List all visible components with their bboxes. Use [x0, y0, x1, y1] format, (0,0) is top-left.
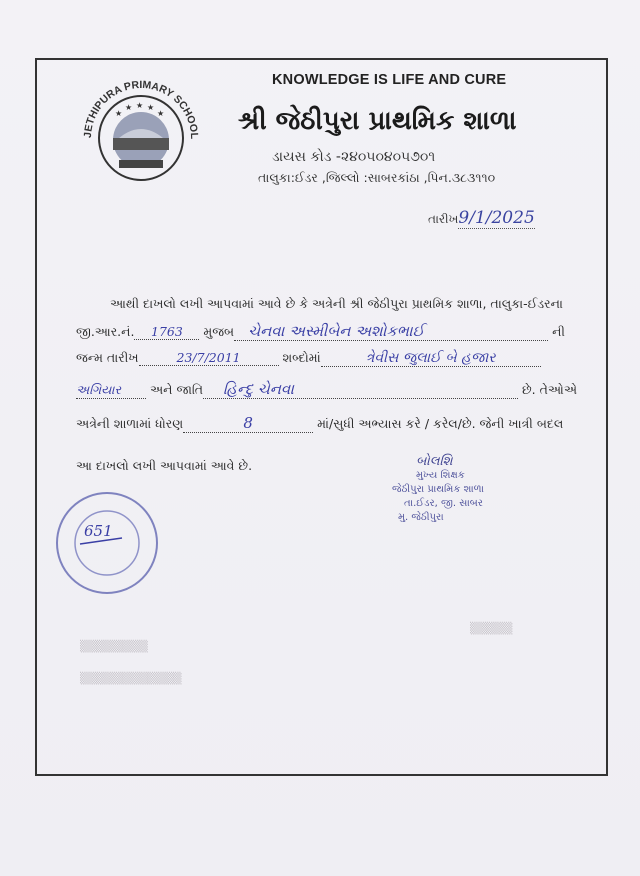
std-row: [76, 414, 563, 433]
dise-code: ડાયસ કોડ -૨૪૦૫૦૪૦૫૭૦૧: [272, 149, 436, 165]
date-row: [428, 208, 535, 229]
stamp-line: મુ. જેઠીપુરા: [398, 512, 444, 523]
intro-line: આથી દાખલો લખી આપવામાં આવે છે કે અત્રેની શ્રી જેઠીપુરા પ્રાથમિક શાળા, તાલુકા-ઈડરના: [110, 296, 563, 311]
stamp-line: તા.ઈડર, જી. સાબર: [404, 498, 483, 509]
dob-value: 23/7/2011: [176, 350, 241, 365]
principal-stamp: [392, 455, 522, 525]
bleed-through-mark: ▒▒▒▒▒: [470, 622, 513, 635]
dob-label: જન્મ તારીખ: [76, 350, 139, 365]
svg-text:★: ★: [125, 103, 133, 112]
ni-label: ની: [552, 324, 565, 339]
dob-words-2: અગિયાર: [76, 382, 121, 397]
std-value: 8: [243, 414, 253, 432]
che-label: છે. તેઓએ: [522, 382, 578, 397]
gr-label: જી.આર.નં.: [76, 324, 135, 339]
gr-value: 1763: [151, 324, 183, 339]
closing-line: આ દાખલો લખી આપવામાં આવે છે.: [76, 458, 253, 473]
std-tail: માં/સુધી અભ્યાસ કરે / કરેલ/છે. જેની ખાત્રી બદલ: [317, 416, 564, 431]
svg-text:★: ★: [136, 101, 144, 110]
date-label: તારીખ: [428, 212, 459, 226]
student-name: ચેનવા અસ્મીબેન અશોકભાઈ: [248, 322, 425, 340]
std-label: અત્રેની શાળામાં ધોરણ: [76, 416, 184, 431]
words-label: શબ્દોમાં: [282, 350, 321, 365]
school-logo: [75, 68, 207, 200]
svg-text:★: ★: [115, 109, 123, 118]
gr-row: [76, 322, 565, 341]
caste-row: [76, 380, 577, 399]
mujab-label: મુજબ: [203, 324, 235, 339]
dob-row: [76, 350, 541, 367]
bleed-through-mark: ▒▒▒▒▒▒▒▒▒▒▒▒: [80, 672, 182, 685]
caste-value: હિન્દુ ચેનવા: [223, 380, 294, 398]
school-seal: [52, 488, 162, 598]
school-motto: KNOWLEDGE IS LIFE AND CURE: [272, 72, 507, 88]
stamp-line: જેઠીપુરા પ્રાથમિક શાળા: [392, 484, 485, 495]
caste-label: અને જાતિ: [149, 382, 204, 397]
bleed-through-mark: ▒▒▒▒▒▒▒▒: [80, 640, 148, 653]
school-address: તાલુકા:ઈડર ,જિલ્લો :સાબરકાંઠા ,પિન.૩૮૩૧૧૦: [258, 170, 496, 185]
date-value: 9/1/2025: [458, 208, 535, 228]
school-name: શ્રી જેઠીપુરા પ્રાથમિક શાળા: [238, 106, 517, 136]
logo-text: JETHIPURA PRIMARY SCHOOL: [81, 78, 201, 140]
seal-number: 651: [84, 522, 113, 540]
principal-signature: બોલશિ: [416, 454, 453, 469]
stamp-line: મુખ્ય શિક્ષક: [416, 470, 465, 481]
svg-text:★: ★: [157, 109, 165, 118]
dob-words: ત્રેવીસ જુલાઈ બે હજાર: [365, 350, 496, 366]
svg-text:★: ★: [147, 103, 155, 112]
